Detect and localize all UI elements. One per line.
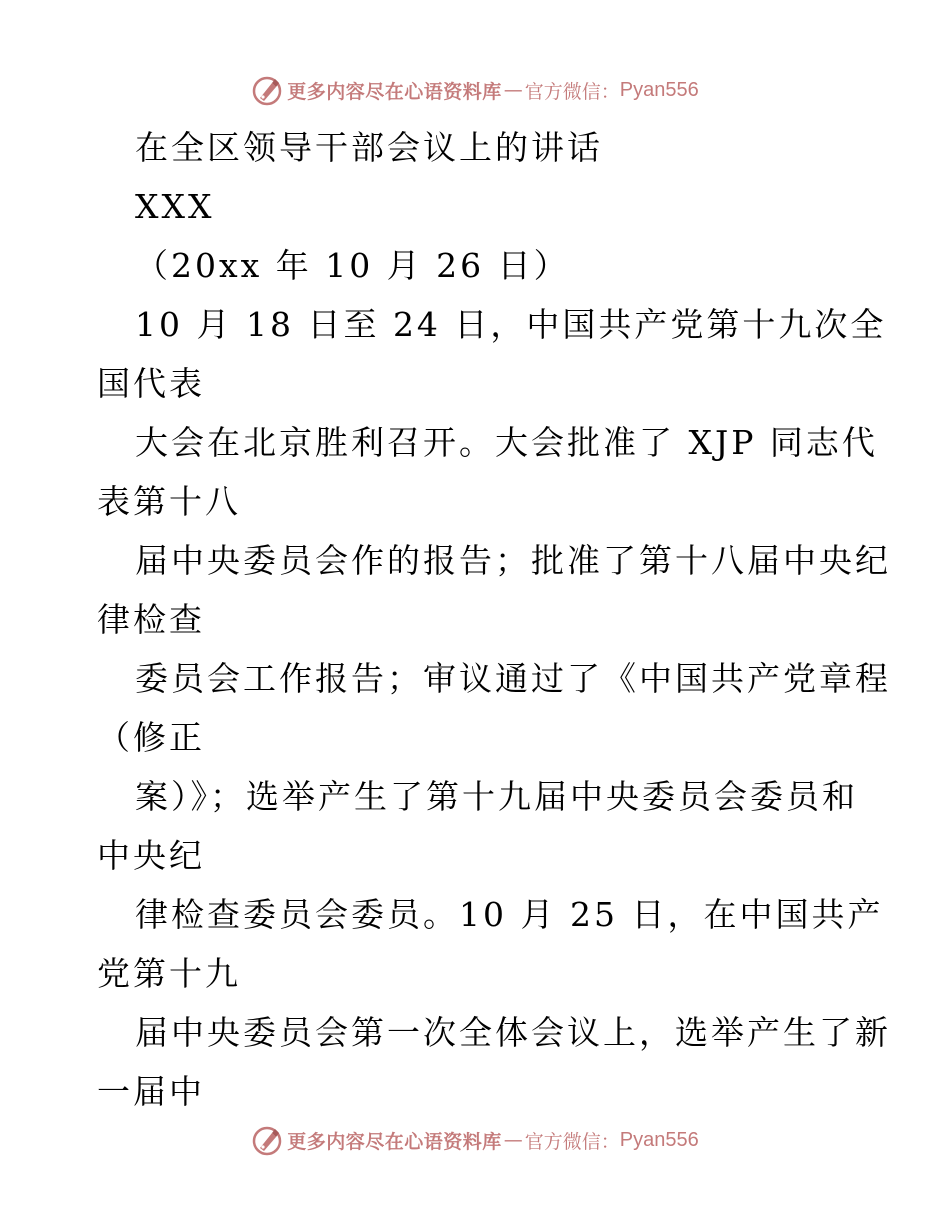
text-line: 律检查 [97,600,205,639]
text-line: 委员会工作报告；审议通过了《中国共产党章程 [135,659,891,698]
watermark-header [0,70,950,110]
text-line: 律检查委员会委员。10 月 25 日，在中国共产 [135,895,884,934]
document-title: 在全区领导干部会议上的讲话 [135,128,603,167]
pen-logo-icon [251,74,283,106]
text-line: 10 月 18 日至 24 日，中国共产党第十九次全 [135,305,887,344]
text-line: （修正 [97,718,205,757]
text-line: 国代表 [97,364,205,403]
text-line: 中央纪 [97,836,205,875]
watermark-dash: — [503,1129,523,1151]
watermark-footer [0,1120,950,1160]
watermark-site-text: 更多内容尽在心语资料库 [287,1130,502,1153]
text-line: 届中央委员会作的报告；批准了第十八届中央纪 [135,541,891,580]
document-date: （20xx 年 10 月 26 日） [135,246,570,285]
text-line: 大会在北京胜利召开。大会批准了 XJP 同志代 [135,423,878,462]
document-body [97,122,891,1125]
text-line: 一届中 [97,1072,205,1111]
watermark-wechat-label: 官方微信： [524,1130,620,1153]
watermark-wechat-id: Pyan556 [619,1128,699,1151]
pen-logo-icon [251,1124,283,1156]
text-line: 表第十八 [97,482,241,521]
document-author: XXX [135,187,215,226]
watermark-wechat-label: 官方微信： [524,80,620,103]
watermark-wechat-id: Pyan556 [619,78,699,101]
text-line: 案）》；选举产生了第十九届中央委员会委员和 [135,777,858,816]
watermark-dash: — [503,79,523,101]
watermark-site-text: 更多内容尽在心语资料库 [287,80,502,103]
text-line: 届中央委员会第一次全体会议上，选举产生了新 [135,1013,891,1052]
text-line: 党第十九 [97,954,241,993]
